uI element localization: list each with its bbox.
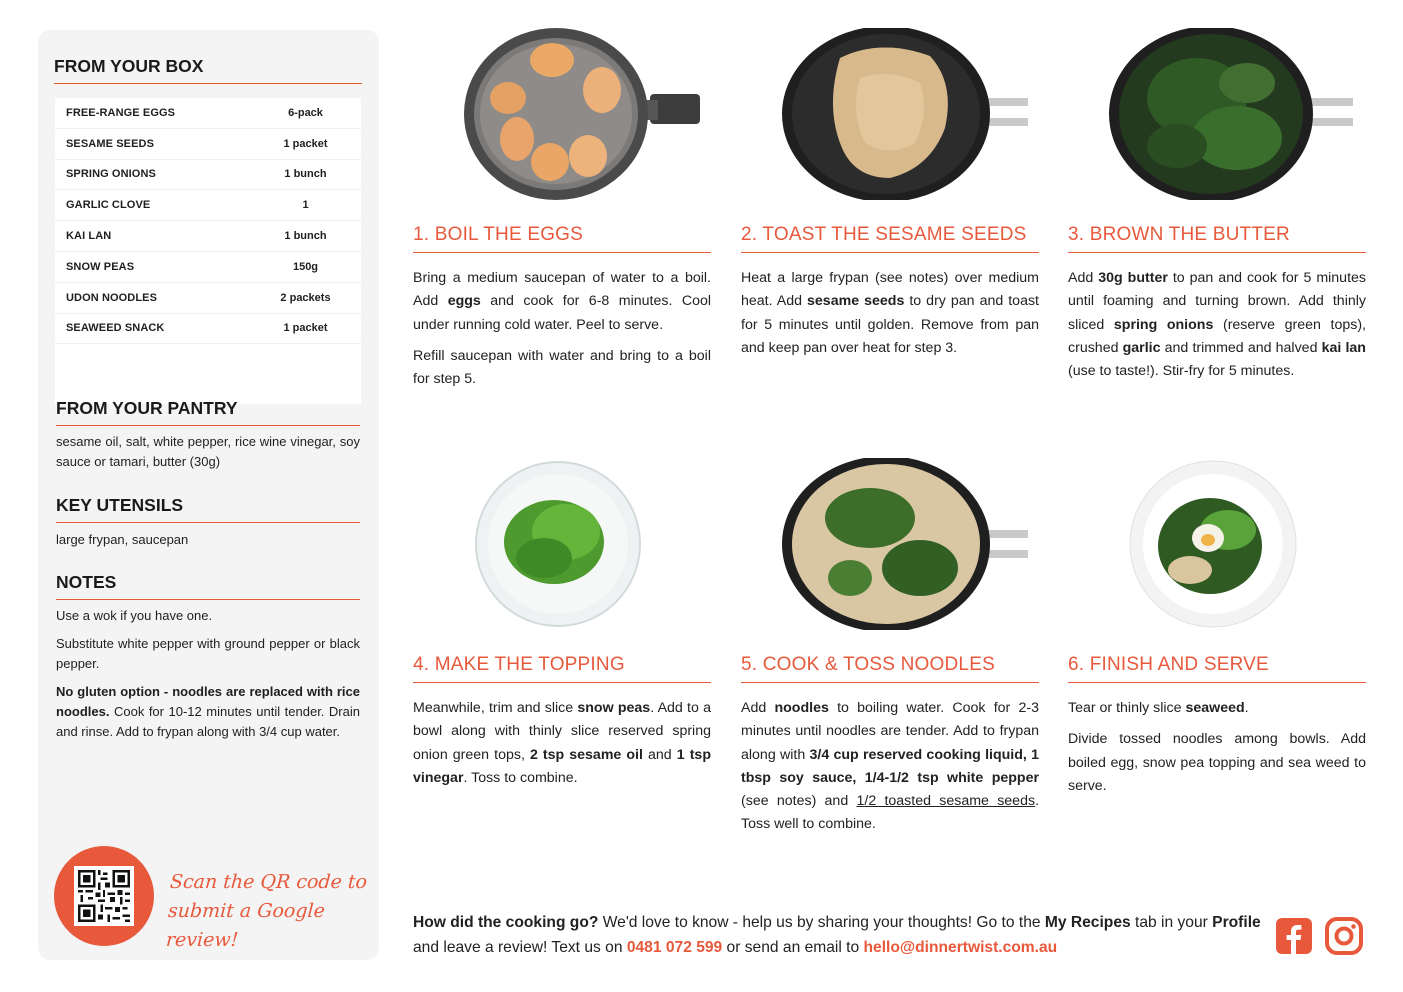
step-5-para [741, 697, 1039, 837]
step-text: Add [1068, 270, 1099, 286]
step-text: to boiling water. Cook for 2-3 minutes until noodles are tender. Add to frypan along with [741, 700, 1040, 763]
qr-caption [165, 868, 371, 955]
pantry-text: sesame oil, salt, white pepper, rice wine vinegar, soy sauce or tamari, butter (30g) [56, 434, 360, 469]
footer-text: We'd love to know - help us by sharing your thoughts! Go to the [598, 914, 1045, 931]
ingredient-row [55, 283, 361, 314]
qr-code[interactable] [74, 866, 134, 926]
note-item [56, 682, 360, 742]
step-text: . Toss well to combine. [741, 793, 1040, 833]
step-text: to dry pan and toast for 5 minutes until golden. Remove from pan and keep pan over heat for step 3. [741, 293, 1039, 356]
ingredient-qty: 1 packet [283, 137, 328, 150]
step-4-para [413, 697, 711, 790]
step-2-photo [780, 28, 1035, 200]
note-bold: No gluten option - noodles are replaced with rice noodles. [56, 684, 360, 719]
utensils-title: KEY UTENSILS [56, 495, 360, 523]
ingredient-name: KAI LAN [66, 230, 112, 243]
qr-code-icon [78, 870, 130, 922]
step-highlight: 1 tsp vinegar [413, 746, 711, 786]
ingredient-qty: 2 packets [280, 291, 331, 304]
step-highlight: garlic [1122, 339, 1161, 356]
step-text: Meanwhile, trim and slice [413, 700, 578, 716]
ingredients-table [55, 98, 361, 404]
ingredient-qty: 6-pack [288, 106, 323, 119]
step-2-para [741, 267, 1039, 360]
step-1-photo [460, 28, 705, 200]
ingredient-name: FREE-RANGE EGGS [66, 106, 176, 119]
ingredient-name: GARLIC CLOVE [66, 199, 151, 212]
step-text: to pan and cook for 5 minutes until foaming and turning brown. Add thinly sliced [1068, 270, 1366, 333]
step-3-body [1068, 267, 1366, 391]
ingredient-qty: 150g [292, 260, 319, 273]
step-highlight: noodles [774, 700, 829, 716]
step-4-photo [474, 460, 642, 628]
footer-text: or send an email to [722, 939, 864, 956]
step-highlight: eggs [447, 293, 481, 310]
footer-phone-link[interactable]: 0481 072 599 [626, 939, 723, 956]
footer-question: How did the cooking go? [413, 914, 599, 931]
ingredient-row [55, 314, 361, 345]
notes-list [56, 606, 360, 750]
step-highlight: spring onions [1113, 316, 1214, 333]
footer-text: and leave a review! Text us on [413, 939, 627, 956]
step-2-body [741, 267, 1039, 368]
step-4-body [413, 697, 711, 798]
step-highlight: 2 tsp sesame oil [529, 746, 643, 763]
step-text: . Add to a bowl along with thinly slice reserved spring onion green tops, [413, 700, 711, 763]
footer-email-link[interactable]: hello@dinnertwist.com.au [863, 939, 1058, 956]
step-6-para: Divide tossed noodles among bowls. Add boiled egg, snow pea topping and sea weed to serve. [1068, 731, 1366, 794]
facebook-icon[interactable] [1275, 917, 1313, 955]
step-1-para: Refill saucepan with water and bring to a boil for step 5. [413, 347, 711, 388]
step-highlight: seaweed [1185, 700, 1245, 716]
step-highlight: 3/4 cup reserved cooking liquid, 1 tbsp soy sauce, 1/4-1/2 tsp white pepper [741, 746, 1040, 786]
feedback-footer [413, 910, 1263, 960]
step-3-para [1068, 267, 1366, 383]
ingredient-name: SPRING ONIONS [66, 168, 156, 181]
ingredient-qty: 1 packet [283, 322, 328, 335]
step-6-para [1068, 697, 1366, 720]
step-4-title: 4. MAKE THE TOPPING [413, 654, 711, 683]
utensils-text: large frypan, saucepan [56, 532, 189, 547]
notes-title: NOTES [56, 572, 360, 600]
qr-badge [54, 846, 154, 946]
ingredient-row [55, 221, 361, 252]
step-text: (use to taste!). Stir-fry for 5 minutes. [1068, 363, 1295, 380]
step-underline: 1/2 toasted sesame seeds [856, 793, 1036, 810]
instagram-icon[interactable] [1325, 917, 1363, 955]
step-5-body [741, 697, 1039, 845]
step-text: Heat a large frypan (see notes) over medium heat. Add [741, 270, 1039, 310]
step-6-photo [1128, 460, 1298, 628]
ingredient-row [55, 129, 361, 160]
ingredient-name: UDON NOODLES [66, 291, 158, 304]
step-6-title: 6. FINISH AND SERVE [1068, 654, 1366, 683]
step-3-title: 3. BROWN THE BUTTER [1068, 224, 1366, 253]
ingredient-row [55, 252, 361, 283]
step-text: . Toss to combine. [463, 769, 578, 786]
step-5-photo [780, 458, 1035, 630]
step-highlight: 30g butter [1098, 270, 1168, 286]
ingredient-name: SEAWEED SNACK [66, 322, 165, 335]
ingredient-name: SNOW PEAS [66, 260, 135, 273]
footer-my-recipes: My Recipes [1044, 914, 1131, 931]
ingredient-qty: 1 bunch [284, 230, 327, 243]
step-highlight: snow peas [577, 700, 651, 716]
step-text: . [1244, 700, 1249, 716]
pantry-title: FROM YOUR PANTRY [56, 398, 360, 426]
sidebar [38, 30, 379, 960]
step-5-title: 5. COOK & TOSS NOODLES [741, 654, 1039, 683]
step-6-body [1068, 697, 1366, 806]
ingredient-row [55, 190, 361, 221]
step-3-photo [1107, 28, 1357, 200]
qr-caption-line: Scan the QR code to [169, 871, 368, 893]
step-text: Add [741, 700, 775, 716]
note-item: Use a wok if you have one. [56, 608, 213, 623]
footer-text: tab in your [1130, 914, 1213, 931]
step-1-body [413, 267, 711, 399]
step-text: Bring a medium saucepan of water to a boil. Add [413, 270, 711, 310]
step-highlight: sesame seeds [807, 293, 905, 310]
step-text: and cook for 6-8 minutes. Cool under running cold water. Peel to serve. [413, 293, 712, 333]
step-text: (reserve green tops), crushed [1068, 316, 1366, 356]
note-rest: Cook for 10-12 minutes until tender. Drain and rinse. Add to frypan along with 3/4 cup water. [56, 704, 360, 739]
qr-caption-line: submit a Google review! [165, 900, 326, 951]
step-text: and [642, 746, 677, 763]
step-2-title: 2. TOAST THE SESAME SEEDS [741, 224, 1039, 253]
step-1-para [413, 267, 711, 337]
step-text: Tear or thinly slice [1068, 700, 1186, 716]
footer-profile: Profile [1212, 914, 1261, 931]
ingredient-qty: 1 [302, 199, 309, 212]
ingredient-row [55, 98, 361, 129]
step-highlight: kai lan [1321, 339, 1366, 356]
step-text: and trimmed and halved [1160, 339, 1322, 356]
note-item: Substitute white pepper with ground pepper or black pepper. [56, 636, 360, 671]
ingredient-name: SESAME SEEDS [66, 137, 155, 150]
step-text: (see notes) and [741, 793, 857, 810]
step-1-title: 1. BOIL THE EGGS [413, 224, 711, 253]
from-your-box-title: FROM YOUR BOX [54, 56, 362, 84]
ingredient-row [55, 160, 361, 191]
ingredient-qty: 1 bunch [284, 168, 327, 181]
